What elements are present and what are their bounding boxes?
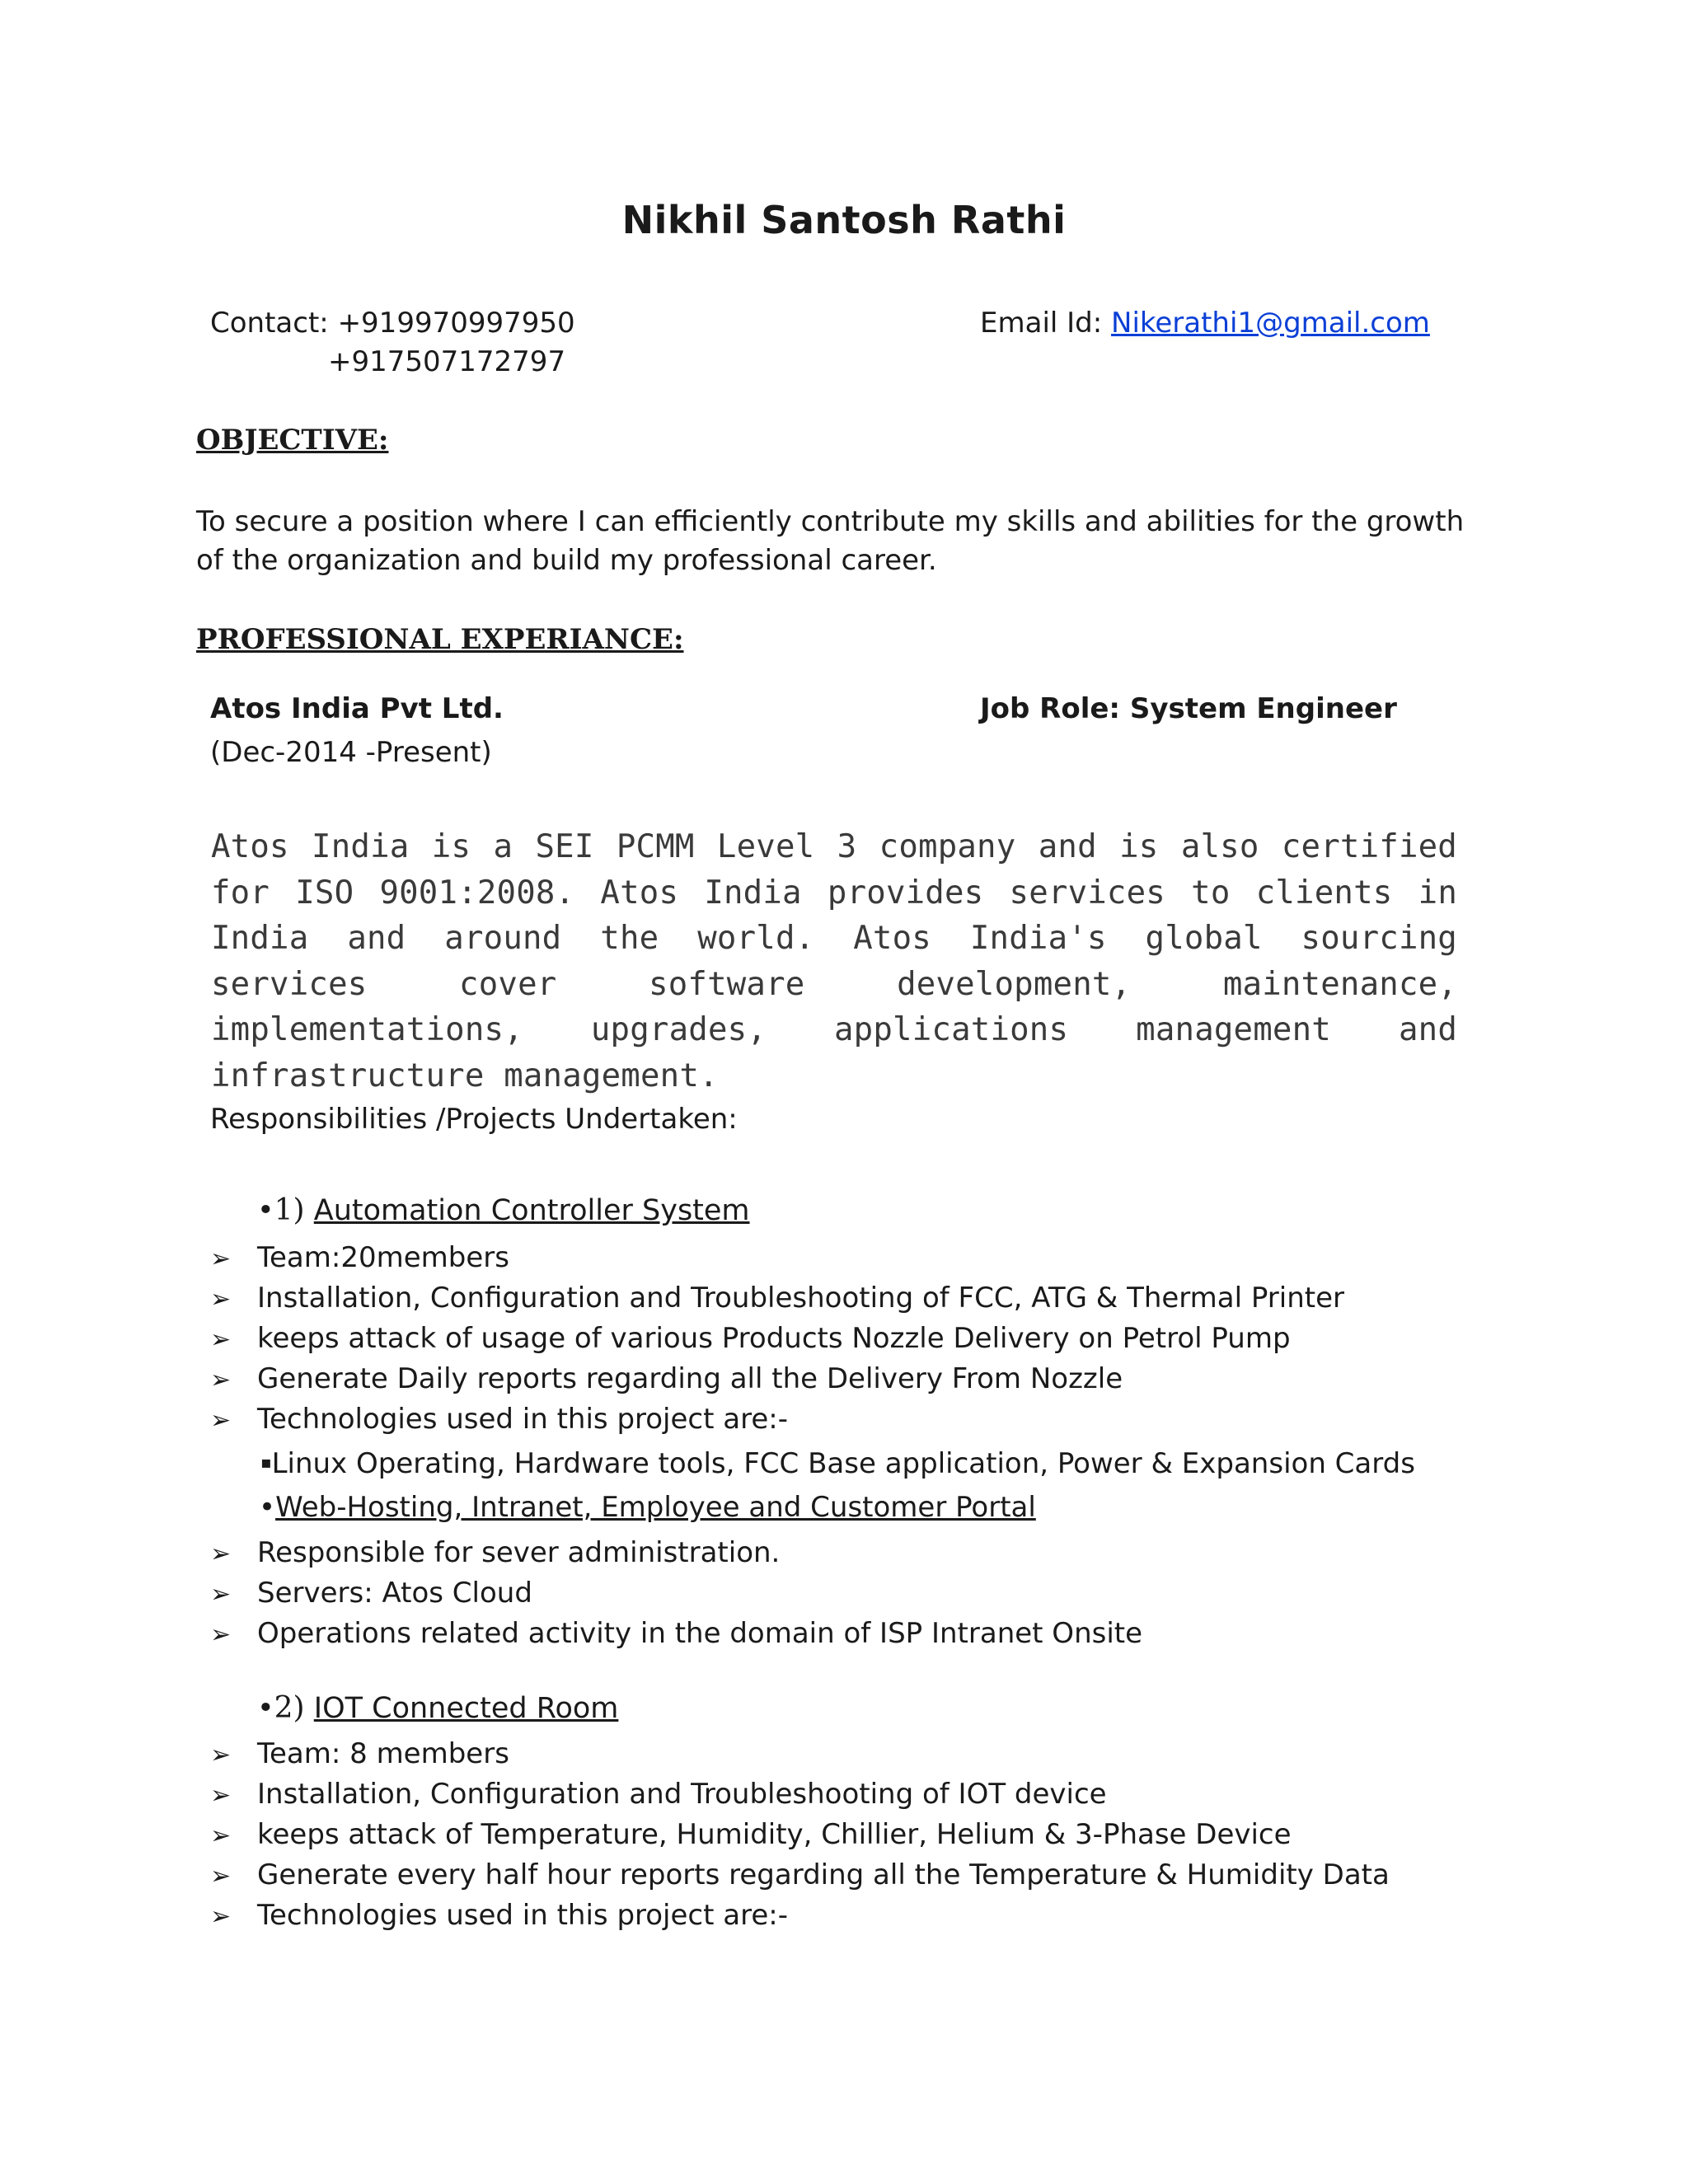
list-item: ➢ Installation, Configuration and Troubleshooting of FCC, ATG & Thermal Printer [210,1282,1344,1315]
job-role: Job Role: System Engineer [980,692,1397,725]
contact-phone-1: +919970997950 [337,307,575,340]
arrow-bullet-icon: ➢ [210,1902,232,1931]
square-bullet-icon: ▪ [260,1452,272,1472]
project-number: 1) [274,1193,305,1227]
project-title-text: IOT Connected Room [313,1692,619,1725]
list-item: ➢ keeps attack of Temperature, Humidity, Chillier, Helium & 3-Phase Device [210,1818,1292,1851]
project-number: 2) [274,1691,305,1725]
arrow-bullet-icon: ➢ [210,1540,232,1568]
arrow-bullet-icon: ➢ [210,1244,232,1273]
list-item: ➢ Team: 8 members [210,1737,509,1770]
employment-period: (Dec-2014 -Present) [210,736,492,769]
bullet-icon: • [257,1194,274,1227]
arrow-bullet-icon: ➢ [210,1406,232,1435]
bullet-icon: • [257,1692,274,1725]
email-label: Email Id: [980,307,1103,340]
list-item: ➢ Responsible for sever administration. [210,1536,781,1569]
contact-phone-2: +917507172797 [328,345,566,378]
experience-heading: PROFESSIONAL EXPERIANCE: [196,623,684,656]
project-title-text: Automation Controller System [313,1194,750,1227]
contact-label: Contact: [210,307,329,340]
company-description: Atos India is a SEI PCMM Level 3 company and is also certified for ISO 9001:2008. Atos India provides services to clients in India and around the world. Atos India's global sourcing services cover software development, maintenance, implementations, upgrades, applications management and infrastructure management. [211,828,1457,1094]
email-link[interactable]: Nikerathi1@gmail.com [1111,307,1430,340]
arrow-bullet-icon: ➢ [210,1620,232,1649]
list-item: ➢ Technologies used in this project are:- [210,1899,788,1932]
company-name: Atos India Pvt Ltd. [210,692,504,725]
arrow-bullet-icon: ➢ [210,1325,232,1354]
arrow-bullet-icon: ➢ [210,1366,232,1394]
list-item: ➢ keeps attack of usage of various Products Nozzle Delivery on Petrol Pump [210,1322,1291,1355]
arrow-bullet-icon: ➢ [210,1781,232,1810]
list-item: ➢ Technologies used in this project are:- [210,1403,788,1436]
responsibilities-label: Responsibilities /Projects Undertaken: [210,1103,738,1136]
list-item: ➢ Generate Daily reports regarding all the Delivery From Nozzle [210,1362,1123,1395]
list-item: ➢ Team:20members [210,1241,509,1274]
project-1-title [257,1193,750,1227]
web-hosting-subtitle: •Web-Hosting, Intranet, Employee and Customer Portal [259,1491,1036,1524]
list-item: ➢ Servers: Atos Cloud [210,1577,532,1610]
arrow-bullet-icon: ➢ [210,1862,232,1891]
list-item: ➢ Installation, Configuration and Troubleshooting of IOT device [210,1778,1107,1811]
arrow-bullet-icon: ➢ [210,1821,232,1850]
list-item: ➢ Operations related activity in the domain of ISP Intranet Onsite [210,1617,1143,1650]
arrow-bullet-icon: ➢ [210,1741,232,1769]
project-1-technologies: ▪Linux Operating, Hardware tools, FCC Base application, Power & Expansion Cards [260,1447,1415,1480]
objective-text: To secure a position where I can efficiently contribute my skills and abilities for the growth of the organization and build my professional career. [196,505,1465,577]
email-block [980,307,1430,340]
resume-name: Nikhil Santosh Rathi [621,198,1067,242]
bullet-icon: • [259,1491,276,1524]
arrow-bullet-icon: ➢ [210,1580,232,1609]
objective-heading: OBJECTIVE: [196,424,389,457]
project-2-title [257,1691,618,1725]
contact-block [210,307,575,340]
arrow-bullet-icon: ➢ [210,1285,232,1314]
list-item: ➢ Generate every half hour reports regarding all the Temperature & Humidity Data [210,1858,1390,1891]
